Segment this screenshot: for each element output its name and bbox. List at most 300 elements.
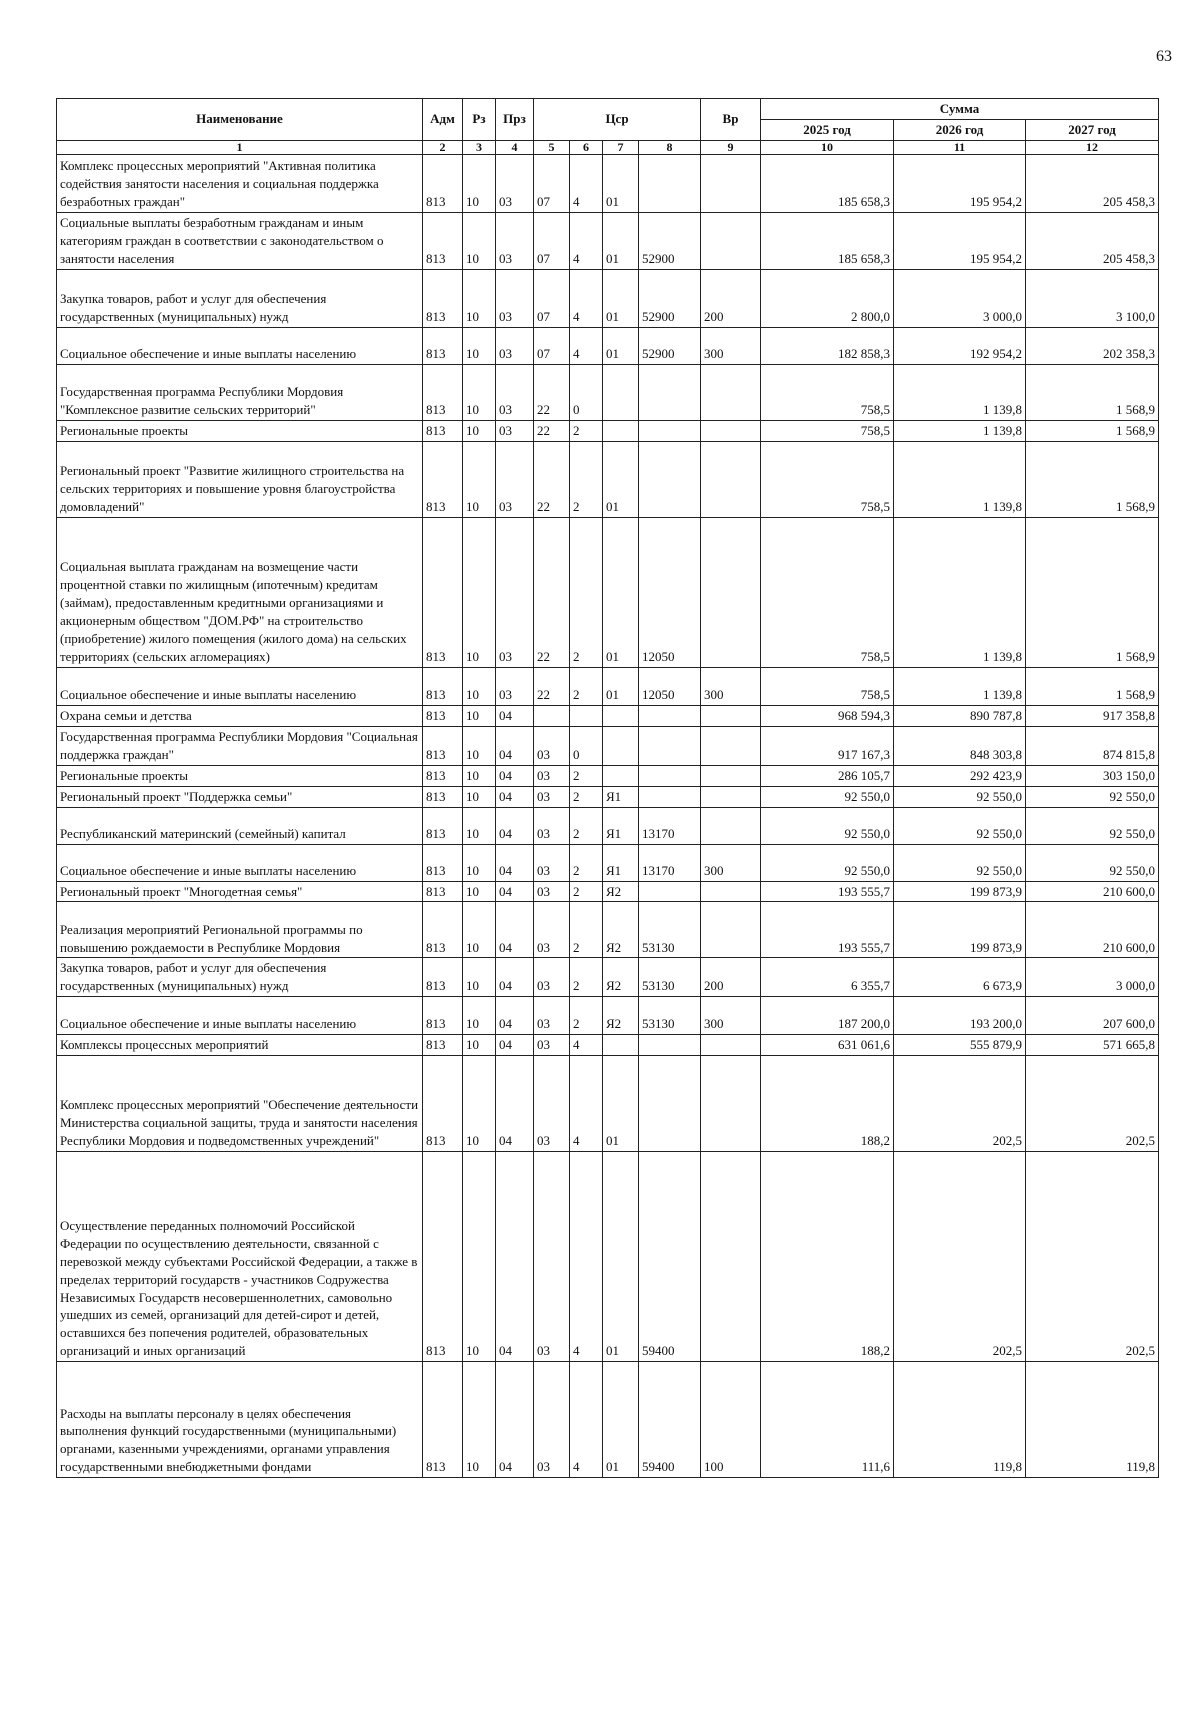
header-sum: Сумма	[761, 99, 1159, 120]
code-csr-type: 2	[570, 441, 603, 517]
code-csr-project: Я2	[603, 958, 639, 997]
code-prz: 03	[496, 441, 534, 517]
code-csr-program: 22	[534, 364, 570, 420]
code-rz: 10	[463, 902, 496, 958]
code-rz: 10	[463, 364, 496, 420]
code-rz: 10	[463, 667, 496, 705]
code-csr-type: 4	[570, 327, 603, 364]
code-csr-type: 2	[570, 420, 603, 441]
code-csr-project	[603, 1035, 639, 1056]
table-row	[57, 517, 1159, 667]
code-prz: 03	[496, 420, 534, 441]
code-vr: 300	[701, 997, 761, 1035]
amount-2026: 202,5	[894, 1056, 1026, 1152]
code-rz: 10	[463, 420, 496, 441]
code-csr-direction	[639, 786, 701, 807]
amount-2026: 1 139,8	[894, 441, 1026, 517]
code-vr	[701, 726, 761, 765]
code-csr-direction	[639, 765, 701, 786]
row-name: Республиканский материнский (семейный) капитал	[57, 807, 423, 844]
code-vr	[701, 705, 761, 726]
code-vr: 200	[701, 269, 761, 327]
code-adm: 813	[423, 786, 463, 807]
code-vr	[701, 213, 761, 270]
row-name: Региональный проект "Многодетная семья"	[57, 881, 423, 902]
amount-2025: 185 658,3	[761, 155, 894, 213]
code-adm: 813	[423, 1362, 463, 1478]
code-csr-program: 03	[534, 807, 570, 844]
code-prz: 03	[496, 213, 534, 270]
code-csr-direction	[639, 364, 701, 420]
column-number: 4	[496, 140, 534, 154]
amount-2026: 195 954,2	[894, 155, 1026, 213]
code-csr-type: 2	[570, 902, 603, 958]
table-row	[57, 364, 1159, 420]
column-number: 3	[463, 140, 496, 154]
code-prz: 04	[496, 1362, 534, 1478]
code-prz: 04	[496, 705, 534, 726]
amount-2027: 1 568,9	[1026, 441, 1159, 517]
amount-2026: 1 139,8	[894, 420, 1026, 441]
row-name: Социальное обеспечение и иные выплаты населению	[57, 327, 423, 364]
amount-2026: 1 139,8	[894, 364, 1026, 420]
row-name: Социальное обеспечение и иные выплаты населению	[57, 997, 423, 1035]
code-csr-program	[534, 705, 570, 726]
amount-2025: 6 355,7	[761, 958, 894, 997]
amount-2026: 848 303,8	[894, 726, 1026, 765]
amount-2025: 631 061,6	[761, 1035, 894, 1056]
code-adm: 813	[423, 1152, 463, 1362]
code-csr-program: 03	[534, 997, 570, 1035]
code-csr-program: 03	[534, 786, 570, 807]
code-adm: 813	[423, 807, 463, 844]
code-csr-project: Я1	[603, 807, 639, 844]
amount-2025: 188,2	[761, 1056, 894, 1152]
code-vr: 300	[701, 667, 761, 705]
table-row	[57, 705, 1159, 726]
code-csr-direction	[639, 441, 701, 517]
code-csr-type: 4	[570, 213, 603, 270]
row-name: Региональный проект "Поддержка семьи"	[57, 786, 423, 807]
code-vr	[701, 441, 761, 517]
code-csr-type: 4	[570, 1056, 603, 1152]
code-rz: 10	[463, 327, 496, 364]
code-adm: 813	[423, 364, 463, 420]
code-csr-type: 2	[570, 881, 603, 902]
code-prz: 04	[496, 958, 534, 997]
code-csr-direction: 52900	[639, 269, 701, 327]
code-vr	[701, 881, 761, 902]
code-adm: 813	[423, 441, 463, 517]
amount-2027: 3 100,0	[1026, 269, 1159, 327]
code-vr: 200	[701, 958, 761, 997]
amount-2027: 202 358,3	[1026, 327, 1159, 364]
code-rz: 10	[463, 705, 496, 726]
code-csr-project: Я1	[603, 844, 639, 881]
code-csr-program: 03	[534, 844, 570, 881]
code-prz: 03	[496, 269, 534, 327]
amount-2026: 192 954,2	[894, 327, 1026, 364]
amount-2025: 111,6	[761, 1362, 894, 1478]
code-rz: 10	[463, 844, 496, 881]
amount-2027: 1 568,9	[1026, 517, 1159, 667]
amount-2026: 92 550,0	[894, 844, 1026, 881]
code-prz: 04	[496, 881, 534, 902]
code-csr-direction	[639, 1056, 701, 1152]
amount-2025: 193 555,7	[761, 881, 894, 902]
code-adm: 813	[423, 667, 463, 705]
code-prz: 03	[496, 667, 534, 705]
code-prz: 04	[496, 1152, 534, 1362]
code-csr-project: Я2	[603, 902, 639, 958]
amount-2027: 210 600,0	[1026, 881, 1159, 902]
code-csr-program: 22	[534, 441, 570, 517]
code-csr-direction: 53130	[639, 902, 701, 958]
header-adm: Адм	[423, 99, 463, 141]
code-csr-program: 07	[534, 155, 570, 213]
column-number: 5	[534, 140, 570, 154]
code-csr-direction: 12050	[639, 667, 701, 705]
header-csr: Цср	[534, 99, 701, 141]
code-csr-direction: 59400	[639, 1152, 701, 1362]
table-row	[57, 327, 1159, 364]
column-number: 1	[57, 140, 423, 154]
code-rz: 10	[463, 1362, 496, 1478]
table-row	[57, 726, 1159, 765]
table-row	[57, 902, 1159, 958]
code-csr-program: 22	[534, 420, 570, 441]
row-name: Закупка товаров, работ и услуг для обеспечения государственных (муниципальных) нужд	[57, 958, 423, 997]
code-csr-program: 03	[534, 726, 570, 765]
code-prz: 03	[496, 517, 534, 667]
amount-2025: 182 858,3	[761, 327, 894, 364]
code-rz: 10	[463, 1152, 496, 1362]
amount-2025: 187 200,0	[761, 997, 894, 1035]
amount-2026: 3 000,0	[894, 269, 1026, 327]
code-csr-project: Я2	[603, 997, 639, 1035]
code-csr-direction	[639, 155, 701, 213]
code-csr-project: 01	[603, 517, 639, 667]
row-name: Осуществление переданных полномочий Российской Федерации по осуществлению деятельности, связанной с перевозкой между субъектами Российской Федерации, а также в пределах территорий государств - участников Содружества Независимых Государств несовершеннолетних, самовольно ушедших из семей, организаций для детей-сирот и детей, оставшихся без попечения родителей, образовательных организаций и иных организаций	[57, 1152, 423, 1362]
code-prz: 04	[496, 786, 534, 807]
code-csr-project: 01	[603, 213, 639, 270]
code-vr	[701, 765, 761, 786]
code-csr-direction	[639, 705, 701, 726]
table-row	[57, 1152, 1159, 1362]
code-csr-type: 2	[570, 517, 603, 667]
code-rz: 10	[463, 958, 496, 997]
table-row	[57, 844, 1159, 881]
code-csr-project: 01	[603, 155, 639, 213]
code-csr-project: 01	[603, 441, 639, 517]
amount-2026: 555 879,9	[894, 1035, 1026, 1056]
table-row	[57, 786, 1159, 807]
code-csr-type: 2	[570, 786, 603, 807]
table-row	[57, 1035, 1159, 1056]
amount-2027: 1 568,9	[1026, 364, 1159, 420]
row-name: Региональные проекты	[57, 420, 423, 441]
code-csr-type	[570, 705, 603, 726]
code-csr-type: 4	[570, 155, 603, 213]
table-row	[57, 269, 1159, 327]
table-row	[57, 155, 1159, 213]
code-csr-program: 03	[534, 958, 570, 997]
amount-2026: 193 200,0	[894, 997, 1026, 1035]
amount-2026: 199 873,9	[894, 881, 1026, 902]
amount-2027: 119,8	[1026, 1362, 1159, 1478]
code-prz: 03	[496, 327, 534, 364]
code-prz: 03	[496, 364, 534, 420]
code-csr-project: 01	[603, 1362, 639, 1478]
amount-2025: 758,5	[761, 517, 894, 667]
row-name: Региональные проекты	[57, 765, 423, 786]
code-csr-project	[603, 726, 639, 765]
table-row	[57, 1056, 1159, 1152]
code-csr-program: 03	[534, 1056, 570, 1152]
code-vr	[701, 1152, 761, 1362]
row-name: Государственная программа Республики Мордовия "Комплексное развитие сельских территорий"	[57, 364, 423, 420]
column-number: 12	[1026, 140, 1159, 154]
amount-2026: 890 787,8	[894, 705, 1026, 726]
code-csr-direction: 53130	[639, 958, 701, 997]
header-year-2025: 2025 год	[761, 119, 894, 140]
code-adm: 813	[423, 213, 463, 270]
code-rz: 10	[463, 1035, 496, 1056]
code-vr: 300	[701, 844, 761, 881]
code-prz: 04	[496, 902, 534, 958]
code-prz: 04	[496, 1056, 534, 1152]
amount-2027: 917 358,8	[1026, 705, 1159, 726]
amount-2026: 199 873,9	[894, 902, 1026, 958]
amount-2027: 205 458,3	[1026, 213, 1159, 270]
code-vr	[701, 517, 761, 667]
amount-2027: 1 568,9	[1026, 420, 1159, 441]
amount-2025: 758,5	[761, 667, 894, 705]
row-name: Охрана семьи и детства	[57, 705, 423, 726]
amount-2027: 3 000,0	[1026, 958, 1159, 997]
code-csr-program: 22	[534, 667, 570, 705]
code-csr-direction	[639, 420, 701, 441]
table-row	[57, 213, 1159, 270]
code-prz: 04	[496, 997, 534, 1035]
code-rz: 10	[463, 155, 496, 213]
code-adm: 813	[423, 997, 463, 1035]
table-row	[57, 881, 1159, 902]
table-row	[57, 958, 1159, 997]
code-csr-direction: 53130	[639, 997, 701, 1035]
code-csr-type: 2	[570, 844, 603, 881]
code-adm: 813	[423, 958, 463, 997]
code-csr-project	[603, 705, 639, 726]
row-name: Комплекс процессных мероприятий "Обеспечение деятельности Министерства социальной защиты, труда и занятости населения Республики Мордовия и подведомственных учреждений"	[57, 1056, 423, 1152]
table-row	[57, 1362, 1159, 1478]
code-csr-project	[603, 420, 639, 441]
code-rz: 10	[463, 1056, 496, 1152]
code-prz: 03	[496, 155, 534, 213]
header-prz: Прз	[496, 99, 534, 141]
row-name: Реализация мероприятий Региональной программы по повышению рождаемости в Республике Мордовия	[57, 902, 423, 958]
amount-2025: 188,2	[761, 1152, 894, 1362]
amount-2026: 292 423,9	[894, 765, 1026, 786]
code-adm: 813	[423, 705, 463, 726]
code-csr-project: 01	[603, 269, 639, 327]
column-number: 11	[894, 140, 1026, 154]
code-rz: 10	[463, 807, 496, 844]
amount-2027: 1 568,9	[1026, 667, 1159, 705]
code-csr-direction: 13170	[639, 807, 701, 844]
row-name: Государственная программа Республики Мордовия "Социальная поддержка граждан"	[57, 726, 423, 765]
code-csr-program: 03	[534, 881, 570, 902]
amount-2026: 1 139,8	[894, 517, 1026, 667]
code-rz: 10	[463, 726, 496, 765]
code-csr-project: 01	[603, 1056, 639, 1152]
code-csr-direction: 12050	[639, 517, 701, 667]
amount-2025: 193 555,7	[761, 902, 894, 958]
code-adm: 813	[423, 881, 463, 902]
page-number: 63	[1156, 48, 1172, 65]
amount-2027: 202,5	[1026, 1152, 1159, 1362]
amount-2025: 917 167,3	[761, 726, 894, 765]
header-year-2027: 2027 год	[1026, 119, 1159, 140]
amount-2027: 202,5	[1026, 1056, 1159, 1152]
code-rz: 10	[463, 881, 496, 902]
code-csr-program: 07	[534, 269, 570, 327]
code-csr-direction	[639, 1035, 701, 1056]
amount-2025: 92 550,0	[761, 807, 894, 844]
code-csr-program: 03	[534, 902, 570, 958]
code-rz: 10	[463, 441, 496, 517]
code-csr-project: Я2	[603, 881, 639, 902]
code-prz: 04	[496, 765, 534, 786]
code-adm: 813	[423, 844, 463, 881]
header-vr: Вр	[701, 99, 761, 141]
amount-2025: 185 658,3	[761, 213, 894, 270]
code-adm: 813	[423, 765, 463, 786]
code-csr-program: 22	[534, 517, 570, 667]
code-vr	[701, 786, 761, 807]
row-name: Закупка товаров, работ и услуг для обеспечения государственных (муниципальных) нужд	[57, 269, 423, 327]
code-vr: 100	[701, 1362, 761, 1478]
column-number: 8	[639, 140, 701, 154]
amount-2026: 1 139,8	[894, 667, 1026, 705]
table-row	[57, 807, 1159, 844]
code-csr-direction	[639, 881, 701, 902]
table-row	[57, 667, 1159, 705]
code-csr-direction: 59400	[639, 1362, 701, 1478]
column-number: 9	[701, 140, 761, 154]
amount-2027: 874 815,8	[1026, 726, 1159, 765]
code-prz: 04	[496, 1035, 534, 1056]
header-year-2026: 2026 год	[894, 119, 1026, 140]
code-csr-program: 03	[534, 1152, 570, 1362]
row-name: Социальная выплата гражданам на возмещение части процентной ставки по жилищным (ипотечным) кредитам (займам), предоставленным кредитными организациями и акционерным обществом "ДОМ.РФ" на строительство (приобретение) жилого помещения (жилого дома) на сельских территориях (сельских агломерациях)	[57, 517, 423, 667]
header-name: Наименование	[57, 99, 423, 141]
amount-2026: 195 954,2	[894, 213, 1026, 270]
amount-2027: 207 600,0	[1026, 997, 1159, 1035]
code-csr-type: 4	[570, 1362, 603, 1478]
code-csr-type: 4	[570, 1035, 603, 1056]
row-name: Социальное обеспечение и иные выплаты населению	[57, 667, 423, 705]
code-adm: 813	[423, 420, 463, 441]
amount-2025: 92 550,0	[761, 844, 894, 881]
column-number: 2	[423, 140, 463, 154]
amount-2025: 758,5	[761, 441, 894, 517]
code-csr-project: Я1	[603, 786, 639, 807]
code-vr	[701, 902, 761, 958]
amount-2026: 92 550,0	[894, 807, 1026, 844]
column-numbers-row	[57, 140, 1159, 154]
budget-table	[56, 98, 1159, 1478]
code-adm: 813	[423, 1056, 463, 1152]
column-number: 7	[603, 140, 639, 154]
row-name: Социальное обеспечение и иные выплаты населению	[57, 844, 423, 881]
amount-2025: 758,5	[761, 420, 894, 441]
code-vr	[701, 364, 761, 420]
amount-2026: 92 550,0	[894, 786, 1026, 807]
amount-2025: 758,5	[761, 364, 894, 420]
code-adm: 813	[423, 517, 463, 667]
amount-2027: 92 550,0	[1026, 807, 1159, 844]
header-rz: Рз	[463, 99, 496, 141]
code-csr-direction	[639, 726, 701, 765]
code-csr-project: 01	[603, 667, 639, 705]
code-adm: 813	[423, 269, 463, 327]
code-vr	[701, 420, 761, 441]
code-vr	[701, 155, 761, 213]
amount-2025: 286 105,7	[761, 765, 894, 786]
code-csr-type: 4	[570, 1152, 603, 1362]
code-csr-type: 0	[570, 726, 603, 765]
code-csr-direction: 13170	[639, 844, 701, 881]
amount-2027: 205 458,3	[1026, 155, 1159, 213]
amount-2025: 968 594,3	[761, 705, 894, 726]
code-rz: 10	[463, 765, 496, 786]
amount-2025: 92 550,0	[761, 786, 894, 807]
code-prz: 04	[496, 807, 534, 844]
row-name: Региональный проект "Развитие жилищного строительства на сельских территориях и повышение уровня благоустройства домовладений"	[57, 441, 423, 517]
row-name: Комплексы процессных мероприятий	[57, 1035, 423, 1056]
code-csr-type: 2	[570, 807, 603, 844]
code-adm: 813	[423, 155, 463, 213]
code-vr	[701, 1035, 761, 1056]
column-number: 10	[761, 140, 894, 154]
code-vr	[701, 1056, 761, 1152]
code-rz: 10	[463, 997, 496, 1035]
table-row	[57, 997, 1159, 1035]
code-csr-program: 07	[534, 327, 570, 364]
code-prz: 04	[496, 844, 534, 881]
code-vr	[701, 807, 761, 844]
row-name: Социальные выплаты безработным гражданам и иным категориям граждан в соответствии с законодательством о занятости населения	[57, 213, 423, 270]
code-csr-direction: 52900	[639, 213, 701, 270]
code-csr-project	[603, 765, 639, 786]
code-adm: 813	[423, 327, 463, 364]
code-vr: 300	[701, 327, 761, 364]
amount-2025: 2 800,0	[761, 269, 894, 327]
code-csr-type: 0	[570, 364, 603, 420]
code-csr-direction: 52900	[639, 327, 701, 364]
code-csr-type: 2	[570, 667, 603, 705]
code-csr-program: 03	[534, 1362, 570, 1478]
code-csr-project	[603, 364, 639, 420]
amount-2027: 210 600,0	[1026, 902, 1159, 958]
code-rz: 10	[463, 517, 496, 667]
code-csr-type: 2	[570, 958, 603, 997]
amount-2027: 92 550,0	[1026, 844, 1159, 881]
code-prz: 04	[496, 726, 534, 765]
code-csr-type: 2	[570, 765, 603, 786]
amount-2026: 6 673,9	[894, 958, 1026, 997]
